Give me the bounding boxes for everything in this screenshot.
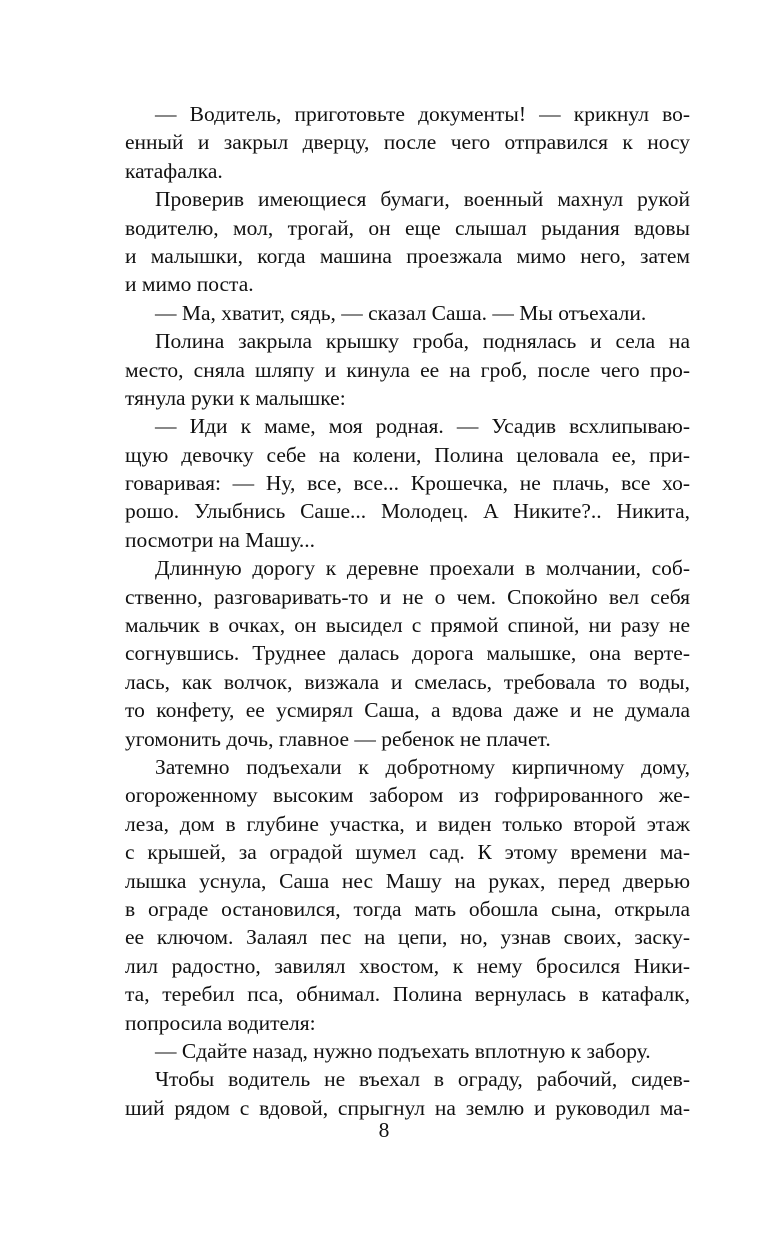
- text-line: ее ключом. Залаял пес на цепи, но, узнав своих, заску-: [125, 925, 690, 950]
- text-line: Полина закрыла крышку гроба, поднялась и села на: [155, 329, 690, 354]
- text-line: мальчик в очках, он высидел с прямой спиной, ни разу не: [125, 613, 690, 638]
- text-line: щую девочку себе на колени, Полина целовала ее, при-: [125, 442, 690, 467]
- text-line: угомонить дочь, главное — ребенок не плачет.: [125, 726, 551, 751]
- text-line: Проверив имеющиеся бумаги, военный махнул рукой: [155, 187, 690, 212]
- page-number: 8: [378, 1118, 390, 1142]
- text-line: лась, как волчок, визжала и смелась, требовала то воды,: [125, 669, 690, 694]
- text-line: — Сдайте назад, нужно подъехать вплотную к забору.: [155, 1038, 651, 1063]
- text-line: согнувшись. Труднее далась дорога малышке, она верте-: [125, 641, 690, 666]
- text-line: леза, дом в глубине участка, и виден только второй этаж: [125, 811, 690, 836]
- text-line: катафалка.: [125, 158, 223, 183]
- text-line: — Водитель, приготовьте документы! — крикнул во-: [155, 102, 690, 126]
- text-line: ственно, разговаривать-то и не о чем. Спокойно вел себя: [125, 584, 690, 609]
- text-line: тянула руки к малышке:: [125, 385, 346, 410]
- text-line: попросила водителя:: [125, 1010, 316, 1035]
- text-line: — Ма, хватит, сядь, — сказал Саша. — Мы отъехали.: [155, 300, 647, 325]
- text-line: ший рядом с вдовой, спрыгнул на землю и руководил ма-: [125, 1095, 690, 1120]
- text-line: Чтобы водитель не въехал в ограду, рабочий, сидев-: [155, 1067, 690, 1092]
- text-line: енный и закрыл дверцу, после чего отправился к носу: [125, 130, 690, 155]
- text-line: огороженному высоким забором из гофрированного же-: [125, 783, 690, 808]
- text-line: говаривая: — Ну, все, все... Крошечка, не плачь, все хо-: [125, 471, 690, 496]
- body-text: [125, 100, 690, 1122]
- text-line: Длинную дорогу к деревне проехали в молчании, соб-: [155, 556, 690, 581]
- text-line: в ограде остановился, тогда мать обошла сына, открыла: [125, 896, 690, 921]
- text-line: место, сняла шляпу и кинула ее на гроб, после чего про-: [125, 357, 690, 382]
- text-line: — Иди к маме, моя родная. — Усадив всхлипываю-: [155, 414, 690, 439]
- text-line: и мимо поста.: [125, 272, 254, 297]
- text-line: лил радостно, завилял хвостом, к нему бросился Ники-: [125, 953, 690, 978]
- text-line: та, теребил пса, обнимал. Полина вернулась в катафалк,: [125, 982, 690, 1007]
- text-line: лышка уснула, Саша нес Машу на руках, перед дверью: [125, 868, 690, 893]
- text-line: водителю, мол, трогай, он еще слышал рыдания вдовы: [125, 215, 690, 240]
- text-line: рошо. Улыбнись Саше... Молодец. А Никите?.. Никита,: [125, 499, 690, 524]
- text-line: и малышки, когда машина проезжала мимо него, затем: [125, 243, 690, 268]
- text-line: посмотри на Машу...: [125, 527, 316, 552]
- text-line: то конфету, ее усмирял Саша, а вдова даже и не думала: [125, 698, 690, 723]
- text-line: Затемно подъехали к добротному кирпичному дому,: [155, 754, 690, 779]
- text-line: с крышей, за оградой шумел сад. К этому времени ма-: [125, 840, 690, 865]
